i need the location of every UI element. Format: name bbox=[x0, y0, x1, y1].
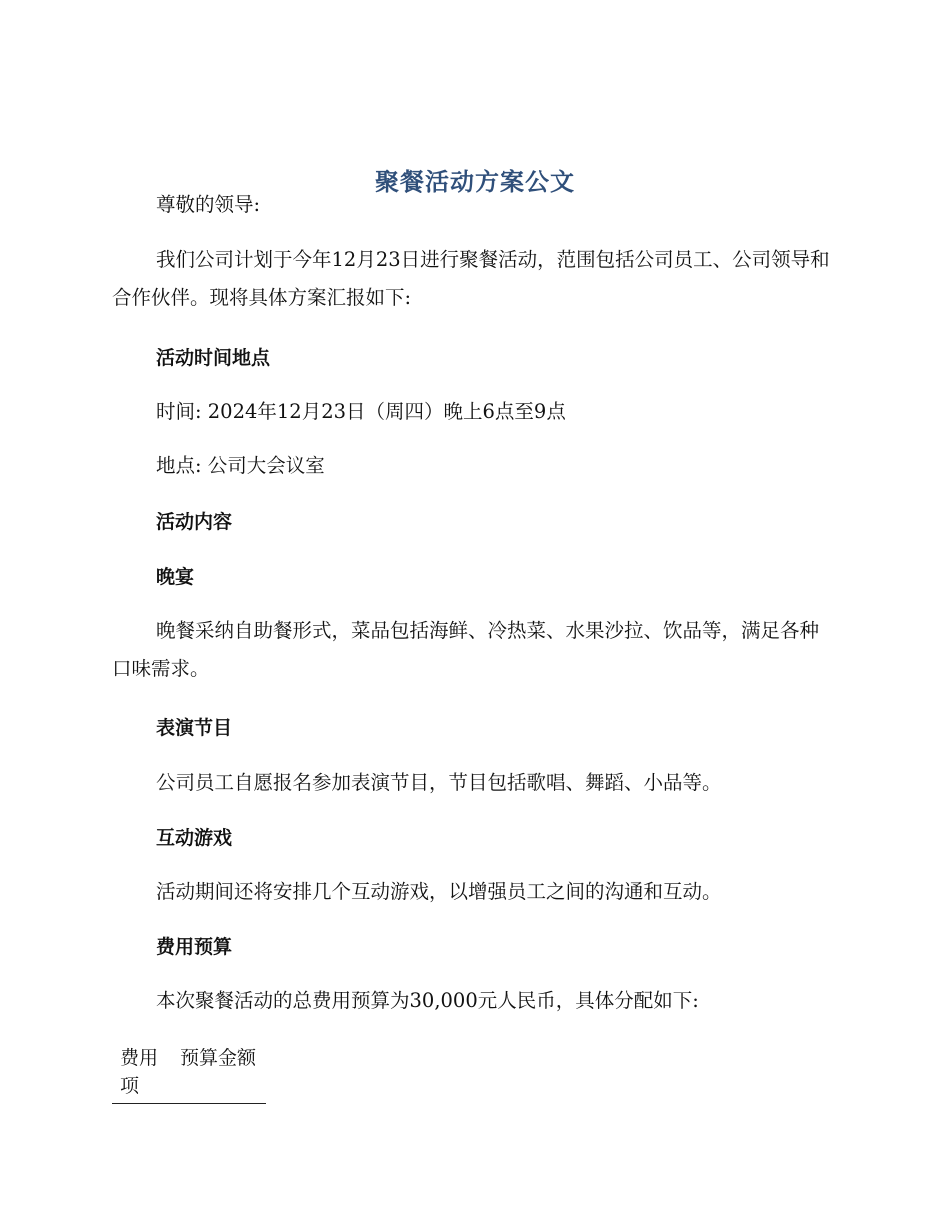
heading-time-place: 活动时间地点 bbox=[156, 347, 271, 369]
time-line: 时间: 2024年12月23日（周四）晚上6点至9点 bbox=[156, 400, 566, 423]
table-header-expense-item: 费用项 bbox=[112, 1044, 178, 1104]
heading-dinner: 晚宴 bbox=[156, 566, 195, 588]
budget-paragraph: 本次聚餐活动的总费用预算为30,000元人民币，具体分配如下: bbox=[156, 989, 699, 1012]
document-title: 聚餐活动方案公文 bbox=[375, 168, 575, 197]
heading-budget: 费用预算 bbox=[156, 936, 233, 958]
heading-content: 活动内容 bbox=[156, 511, 233, 533]
budget-table-header-row bbox=[112, 1044, 266, 1104]
performance-paragraph: 公司员工自愿报名参加表演节目，节目包括歌唱、舞蹈、小品等。 bbox=[156, 771, 722, 794]
heading-performance: 表演节目 bbox=[156, 717, 233, 739]
heading-games: 互动游戏 bbox=[156, 827, 233, 849]
place-line: 地点: 公司大会议室 bbox=[156, 454, 325, 477]
budget-table bbox=[112, 1044, 266, 1104]
intro-paragraph: 我们公司计划于今年12月23日进行聚餐活动，范围包括公司员工、公司领导和合作伙伴。现将具体方案汇报如下: bbox=[112, 248, 830, 309]
salutation: 尊敬的领导: bbox=[156, 193, 261, 216]
dinner-paragraph: 晚餐采纳自助餐形式，菜品包括海鲜、冷热菜、水果沙拉、饮品等，满足各种口味需求。 bbox=[112, 619, 820, 680]
table-header-budget-amount: 预算金额 bbox=[178, 1044, 266, 1104]
games-paragraph: 活动期间还将安排几个互动游戏，以增强员工之间的沟通和互动。 bbox=[156, 880, 722, 903]
